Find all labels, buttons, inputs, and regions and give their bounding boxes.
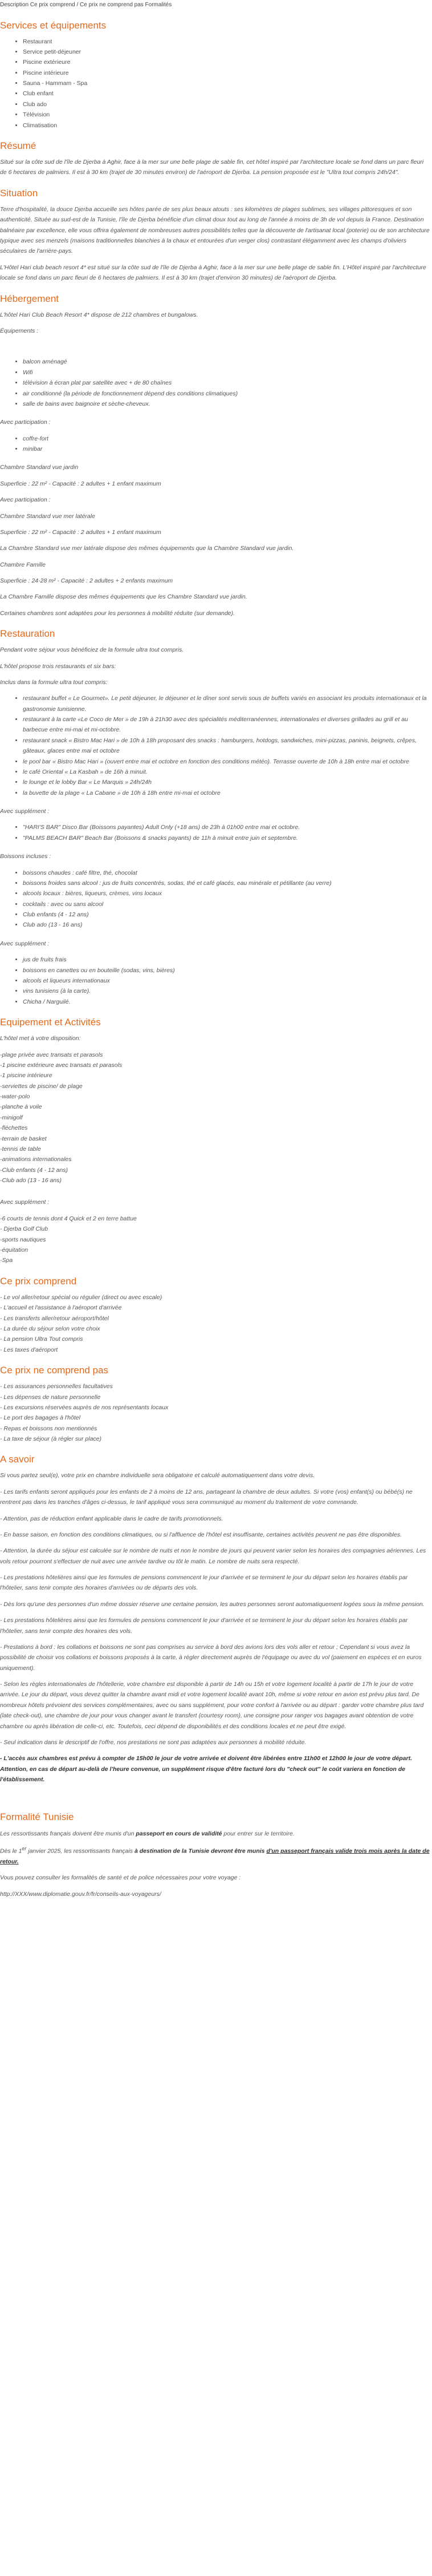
restauration-paragraph: Pendant votre séjour vous bénéficiez de la formule ultra tout compris. (0, 646, 184, 654)
savoir-line: - Selon les règles internationales de l'hôtellerie, votre chambre est disponible à partir de 14h ou 15h et votre logement localité à partir de 17h le jour de votre arrivée. Le jour du départ, vous devez quitter la chambre avant midi et votre logement localité avant 10h, même si votre retour en avion est prévu plus tard. De nombreux hôtels prévoient des services complémentaires, avec ou sans supplément, pour votre confort à l'arrivée ou au départ : garder votre chambre plus tard (late check-out), une chambre de jour pour vous changer avant le transfert (courtesy room), une consigne pour ranger vos bagages avant obtention de votre chambre ou après libération de celle-ci, etc. Toutefois, ceci dépend de disponibilités et des conditions locales et ne peut être exigé. (0, 1681, 424, 1730)
list-item: - La pension Ultra Tout compris (0, 1336, 83, 1343)
list-item: -Club enfants (4 - 12 ans) (0, 1166, 68, 1174)
paid-label: Avec participation : (0, 419, 51, 426)
list-item: • "HARI'S BAR" Disco Bar (Boissons payantes) Adult Only (+18 ans) de 23h à 01h00 entre mai et octobre. (23, 822, 430, 832)
restaurants-list (0, 693, 430, 798)
list-item: - Le port des bagages à l'hôtel (0, 1414, 80, 1422)
superscript: er (22, 1845, 27, 1851)
hebergement-intro: L'hôtel Hari Club Beach Resort 4* dispose de 212 chambres et bungalows. (0, 311, 198, 318)
list-item: -animations internationales (0, 1156, 72, 1163)
comprend-section (0, 1275, 430, 1355)
resume-title: Résumé (0, 140, 36, 151)
equipement-section (0, 1016, 430, 1266)
savoir-line: - Seul indication dans le descriptif de l'offre, nos prestations ne sont pas adaptées aux personnes à mobilité réduite. (0, 1738, 307, 1746)
drinks-supplement-list (0, 955, 430, 1007)
room-surface: Superficie : 22 m² - Capacité : 2 adultes + 1 enfant maximum (0, 528, 161, 536)
list-item: • la buvette de la plage « La Cabane » de 10h à 18h entre mi-mai et octobre (23, 788, 430, 798)
list-item: -1 piscine intérieure (0, 1072, 52, 1079)
restauration-title: Restauration (0, 628, 55, 640)
situation-section (0, 187, 430, 284)
check-in-out-note: - L'accès aux chambres est prévu à compter de 15h00 le jour de votre arrivée et doivent être libérées entre 11h00 et 12h00 le jour de votre départ. Attention, en cas de départ au-delà de l'heure convenue, un supplément risque d'être facturé lors du "check out" le coût variera en fonction de l'établissement. (0, 1755, 413, 1784)
restauration-paragraph: L'hôtel propose trois restaurants et six bars: (0, 662, 116, 670)
list-item: -6 courts de tennis dont 4 Quick et 2 en terre battue (0, 1215, 137, 1222)
list-item: -1 piscine extérieure avec transats et parasols (0, 1061, 123, 1069)
list-item: -sports nautiques (0, 1236, 46, 1243)
formalites-paragraph (0, 1829, 430, 1839)
list-item: • cocktails : avec ou sans alcool (23, 899, 430, 909)
list-item: -planche à voile (0, 1103, 42, 1111)
list-item: • boissons en canettes ou en bouteille (sodas, vins, bières) (23, 965, 430, 976)
text-run: Dès le 1 (0, 1847, 22, 1855)
list-item: -fléchettes (0, 1125, 28, 1132)
equipements-label: Équipements : (0, 327, 39, 334)
list-item: • Club ado (23, 99, 430, 110)
list-item: -water-polo (0, 1093, 30, 1101)
formalites-paragraph (0, 1845, 430, 1867)
list-item: -Club ado (13 - 16 ans) (0, 1177, 62, 1184)
list-item: - Repas et boissons non mentionnés (0, 1425, 97, 1432)
formalites-paragraph: Vous pouvez consulter les formalités de santé et de police nécessaires pour votre voyage : (0, 1874, 241, 1882)
list-item: • le café Oriental « La Kasbah » de 16h à minuit. (23, 767, 430, 777)
list-item: • le pool bar « Bistro Mac Hari » (ouvert entre mai et octobre en fonction des conditions météo). Terrasse ouverte de 10h à 18h entre mai et octobre (23, 757, 430, 767)
ne-comprend-section (0, 1364, 430, 1444)
equipement-label: L'hôtel met à votre disposition: (0, 1035, 81, 1042)
list-item: • coffre-fort (23, 434, 430, 444)
top-nav-line: Description Ce prix comprend / Ce prix ne comprend pas Formalités (0, 2, 172, 8)
services-list (0, 37, 430, 131)
list-item: -terrain de basket (0, 1135, 47, 1142)
resume-text: Situé sur la côte sud de l'île de Djerba à Aghir, face à la mer sur une belle plage de sable fin, cet hôtel inspiré par l'architecture locale se fond dans un parc fleuri de 6 hectares de palmiers. Il est à 30 km (trajet de 30 minutes environ) de l'aéroport de Djerba. La pension proposée est le "Ultra tout compris 24h/24". (0, 159, 424, 176)
list-item: - Les dépenses de nature personnelle (0, 1393, 101, 1401)
list-item: • Club enfants (4 - 12 ans) (23, 909, 430, 920)
activities-list (0, 1050, 430, 1186)
list-item: • Piscine intérieure (23, 68, 430, 78)
savoir-line: - Attention, la durée du séjour est calculée sur le nombre de nuits et non le nombre de jours qui peuvent varier selon les horaires des compagnies aériennes. Les vols retour pourront s'effectuer de nuit avec une arrivée tardive ou tôt le matin. Le nombre de nuits sera respecté. (0, 1547, 426, 1565)
passport-validity-emphasis: d'un passeport français valide trois mois après la date de retour. (0, 1847, 430, 1865)
ne-comprend-title: Ce prix ne comprend pas (0, 1365, 108, 1376)
list-item: • restaurant buffet « Le Gourmet». Le petit déjeuner, le déjeuner et le dîner sont servis sous de buffets variés en associant les produits internationaux et la gastronomie tunisienne. (23, 693, 430, 714)
list-item: - Les assurances personnelles facultatives (0, 1383, 113, 1390)
savoir-line: - Dès lors qu'une des personnes d'un même dossier réserve une certaine pension, les autres personnes seront automatiquement logées sous la même pension. (0, 1600, 425, 1608)
room-note: La Chambre Famille dispose des mêmes équipements que les Chambre Standard vue jardin. (0, 593, 247, 601)
list-item: -équitation (0, 1246, 28, 1253)
comprend-title: Ce prix comprend (0, 1275, 77, 1287)
text-run: pour entrer sur le territoire. (222, 1830, 295, 1837)
savoir-line: - Attention, pas de réduction enfant applicable dans le cadre de tarifs promotionnels. (0, 1515, 223, 1522)
list-item: - La taxe de séjour (à régler sur place) (0, 1435, 102, 1442)
services-title: Services et équipements (0, 19, 107, 31)
list-item: • air conditionné (la période de fonctionnement dépend des conditions climatiques) (23, 389, 430, 399)
list-item: • restaurant à la carte «Le Coco de Mer » de 19h à 21h30 avec des spécialités méditerranéennes, internationales et diverses grillades au grill et au barbecue entre mi-mai et mi-octobre. (23, 714, 430, 735)
activities-supplement-label: Avec supplément : (0, 1199, 50, 1206)
passport-emphasis: passeport en cours de validité (136, 1830, 222, 1837)
list-item: • Climatisation (23, 120, 430, 131)
list-item: - L'accueil et l'assistance à l'aéroport d'arrivée (0, 1304, 122, 1312)
text-run: Les ressortissants français doivent être munis d'un (0, 1830, 136, 1837)
activities-supplement-list (0, 1214, 430, 1266)
included-label: Inclus dans la formule ultra tout compris: (0, 678, 108, 686)
list-item: • Club enfant (23, 88, 430, 99)
room-name: Chambre Standard vue mer latérale (0, 512, 95, 520)
list-item: -plage privée avec transats et parasols (0, 1051, 103, 1058)
list-item: • télévision à écran plat par satellite avec + de 80 chaînes (23, 378, 430, 388)
savoir-title: A savoir (0, 1454, 35, 1465)
list-item: - Le vol aller/retour spécial ou régulier (direct ou avec escale) (0, 1293, 162, 1301)
list-item: - Les excursions réservées auprès de nos représentants locaux (0, 1404, 169, 1411)
drinks-list (0, 868, 430, 931)
list-item: • jus de fruits frais (23, 955, 430, 965)
savoir-line: - Les prestations hôtelières ainsi que les formules de pensions commencent le jour d'arrivée et se terminent le jour du départ selon les horaires établis par l'hôtelier, sans tenir compte des horaires d'arrivées ou de départs des vols. (0, 1574, 408, 1592)
bars-supplement-list (0, 822, 430, 843)
room-surface: Superficie : 22 m² - Capacité : 2 adultes + 1 enfant maximum (0, 480, 161, 487)
hebergement-title: Hébergement (0, 293, 59, 304)
room-equipment-list (0, 357, 430, 409)
situation-paragraph: L'Hôtel Hari club beach resort 4* est situé sur la côte sud de l'île de Djerba à Aghir, face à la mer sur une belle plage de sable fin. L'Hôtel inspiré par l'architecture locale se fond dans un parc fleuri de 6 hectares de palmiers. Il est à 30 km (trajet d'environ 30 minutes) de l'aéroport de Djerba. (0, 264, 426, 282)
list-item: • Piscine extérieure (23, 57, 430, 67)
list-item: -minigolf (0, 1114, 23, 1121)
list-item: - La durée du séjour selon votre choix (0, 1325, 100, 1332)
list-item: - Les taxes d'aéroport (0, 1346, 58, 1353)
situation-title: Situation (0, 187, 38, 199)
formalites-section (0, 1811, 430, 1899)
list-item: • alcools et liqueurs internationaux (23, 976, 430, 986)
situation-paragraph: Terre d'hospitalité, la douce Djerba accueille ses hôtes parée de ses plus beaux atouts : ses kilomètres de plages sublimes, ses villages pittoresques et son authenticité. Située au sud-est de la Tunisie, l'île de Djerba bénéficie d'un climat doux tout au long de l'année à moins de 3h de vol depuis la France. Destination balnéaire par excellence, elle vous offrira également de nombreuses autres possibilités telles que la découverte de l'artisanat local (poterie) ou de son architecture typique avec ses menzels (maisons traditionnelles blanchies à la chaux et entourées d'un verger clos) contrastant élégamment avec les champs d'oliviers séculaires de l'arrière-pays. (0, 205, 430, 255)
supplement-label: Avec supplément : (0, 808, 50, 815)
savoir-section (0, 1453, 430, 1785)
list-item: • vins tunisiens (à la carte). (23, 986, 430, 996)
savoir-line: - Les tarifs enfants seront appliqués pour les enfants de 2 à moins de 12 ans, partageant la chambre de deux adultes. Si votre (vos) enfant(s) ou bébé(s) ne rentrent pas dans les tranches d'âges ci-dessus, le tarif appliqué vous sera communiqué au moment du traitement de votre commande. (0, 1488, 413, 1506)
text-run: janvier 2025, les ressortissants français (26, 1847, 135, 1855)
list-item: • balcon aménagé (23, 357, 430, 367)
savoir-line: - En basse saison, en fonction des conditions climatiques, ou si l'affluence de l'hôtel est insuffisante, certaines activités peuvent ne pas être disponibles. (0, 1531, 402, 1538)
room-surface: Superficie : 24-28 m² - Capacité : 2 adultes + 2 enfants maximum (0, 577, 173, 584)
equipement-title: Equipement et Activités (0, 1017, 101, 1028)
list-item: • Chicha / Narguilé. (23, 997, 430, 1007)
list-item: • restaurant snack « Bistro Mac Hari » de 10h à 18h proposant des snacks : hamburgers, hotdogs, sandwiches, mini-pizzas, paninis, beignets, crêpes, gâteaux, glaces entre mai et octobre (23, 735, 430, 757)
list-item: -serviettes de piscine/ de plage (0, 1082, 83, 1090)
list-item: • Wifi (23, 367, 430, 378)
destination-emphasis: à destination de la Tunisie devront être munis (134, 1847, 267, 1855)
list-item: • minibar (23, 444, 430, 454)
paid-label: Avec participation : (0, 496, 51, 504)
list-item: • Télévision (23, 110, 430, 120)
room-note: La Chambre Standard vue mer latérale dispose des mêmes équipements que la Chambre Standard vue jardin. (0, 545, 294, 552)
list-item: • "PALMS BEACH BAR" Beach Bar (Boissons & snacks payants) de 11h à minuit entre juin et septembre. (23, 833, 430, 843)
list-item: -tennis de table (0, 1145, 41, 1152)
list-item: • salle de bains avec baignoire et sèche-cheveux. (23, 399, 430, 409)
savoir-line: - Prestations à bord : les collations et boissons ne sont pas comprises au service à bord des avions lors des vols aller et retour ; Cependant si vous avez la possibilité de choisir vos collations et boissons proposés à la carte, à régler directement auprès de l'équipage ou avec du vol (paiement en espèces et en euros uniquement). (0, 1643, 422, 1672)
list-item: • boissons froides sans alcool : jus de fruits concentrés, sodas, thé et café glacés, eau minérale et pétillante (au verre) (23, 878, 430, 888)
room-name: Chambre Standard vue jardin (0, 464, 79, 471)
list-item: • le lounge et le lobby Bar « Le Marquis » 24h/24h (23, 777, 430, 787)
list-item: • Sauna - Hammam - Spa (23, 78, 430, 88)
comprend-list (0, 1292, 430, 1355)
list-item: -Spa (0, 1257, 13, 1264)
services-section (0, 19, 430, 131)
list-item: - Djerba Golf Club (0, 1226, 48, 1233)
formalites-title: Formalité Tunisie (0, 1811, 74, 1823)
savoir-line: - Les prestations hôtelières ainsi que les formules de pensions commencent le jour d'arrivée et se terminent le jour du départ selon les horaires établis par l'hôtelier, sans tenir compte des horaires des vols. (0, 1617, 408, 1635)
paid-list (0, 434, 430, 455)
hebergement-section (0, 293, 430, 619)
restauration-section (0, 628, 430, 1007)
list-item: • Restaurant (23, 37, 430, 47)
list-item: • boissons chaudes : café filtre, thé, chocolat (23, 868, 430, 878)
list-item: - Les transferts aller/retour aéroport/hôtel (0, 1315, 109, 1322)
list-item: • Service petit-déjeuner (23, 47, 430, 57)
room-name: Chambre Famille (0, 561, 46, 568)
savoir-text (0, 1470, 430, 1748)
drinks-supplement-label: Avec supplément : (0, 940, 50, 947)
savoir-line: Si vous partez seul(e), votre prix en chambre individuelle sera obligatoire et calculé automatiquement dans votre devis. (0, 1472, 315, 1479)
ne-comprend-list (0, 1381, 430, 1444)
resume-section (0, 140, 430, 178)
drinks-label: Boissons incluses : (0, 853, 51, 860)
list-item: • Club ado (13 - 16 ans) (23, 920, 430, 930)
formalites-link[interactable]: http://XXX/www.diplomatie.gouv.fr/fr/conseils-aux-voyageurs/ (0, 1890, 161, 1898)
list-item: • alcools locaux : bières, liqueurs, crèmes, vins locaux (23, 888, 430, 899)
pmr-note: Certaines chambres sont adaptées pour les personnes à mobilité réduite (sur demande). (0, 609, 235, 617)
